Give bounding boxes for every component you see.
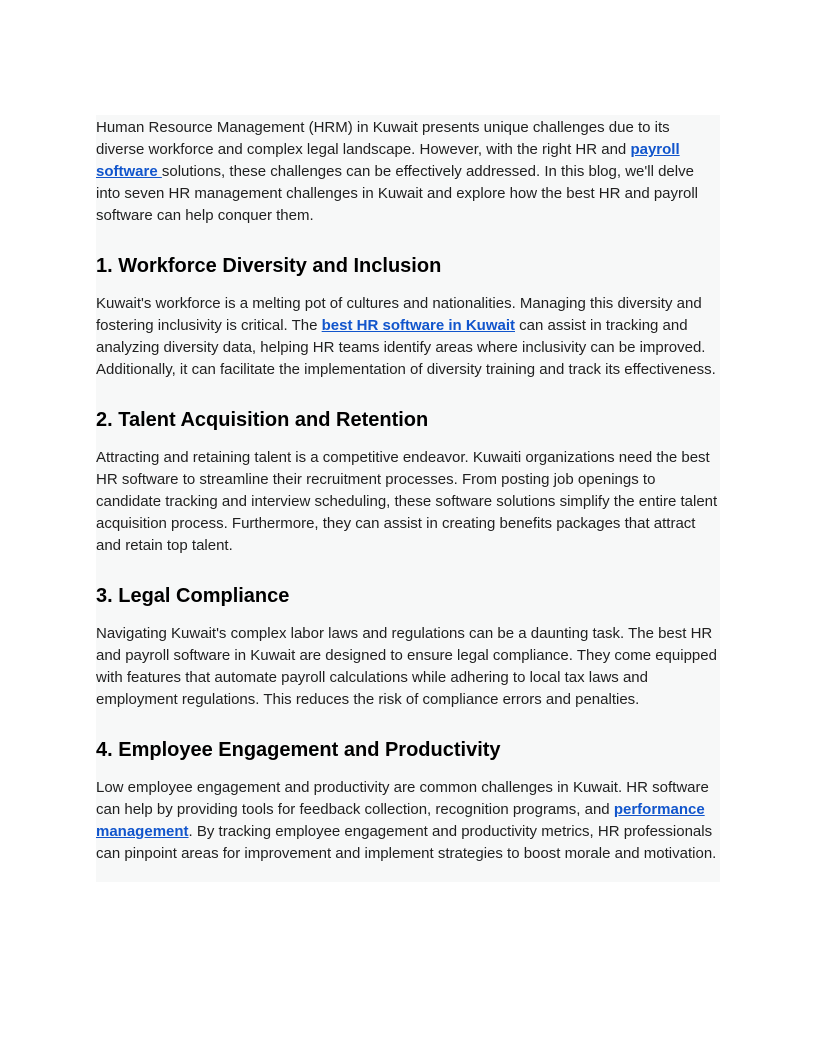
section-heading: 3. Legal Compliance xyxy=(96,585,290,607)
text-run: Low employee engagement and productivity are common challenges in Kuwait. HR software can help by providing tools for feedback collection, recognition programs, and xyxy=(96,779,709,818)
paragraph xyxy=(96,447,720,557)
paragraph xyxy=(96,623,720,711)
text-run: Human Resource Management (HRM) in Kuwait presents unique challenges due to its diverse workforce and complex legal landscape. However, with the right HR and xyxy=(96,119,670,158)
text-run: can assist in tracking and analyzing diversity data, helping HR teams identify areas where inclusivity can be improved. Additionally, it can facilitate the implementation of diversity training and track its effectiveness. xyxy=(96,317,716,378)
text-run: Attracting and retaining talent is a competitive endeavor. Kuwaiti organizations need the best HR software to streamline their recruitment processes. From posting job openings to candidate tracking and interview scheduling, these software solutions simplify the entire talent acquisition process. Furthermore, they can assist in creating benefits packages that attract and retain top talent. xyxy=(96,449,718,554)
document-content xyxy=(96,115,720,882)
text-run: . By tracking employee engagement and productivity metrics, HR professionals can pinpoint areas for improvement and implement strategies to boost morale and motivation. xyxy=(96,823,717,862)
text-run: solutions, these challenges can be effectively addressed. In this blog, we'll delve into seven HR management challenges in Kuwait and explore how the best HR and payroll software can help conquer them. xyxy=(96,163,699,224)
section-heading: 4. Employee Engagement and Productivity xyxy=(96,739,501,761)
text-run: Kuwait's workforce is a melting pot of cultures and nationalities. Managing this diversity and fostering inclusivity is critical. The xyxy=(96,295,702,334)
inline-link[interactable]: payroll software xyxy=(96,141,680,180)
paragraph xyxy=(96,117,720,227)
text-run: Navigating Kuwait's complex labor laws and regulations can be a daunting task. The best HR and payroll software in Kuwait are designed to ensure legal compliance. They come equipped with features that automate payroll calculations while adhering to local tax laws and employment regulations. This reduces the risk of compliance errors and penalties. xyxy=(96,625,717,708)
section-heading: 2. Talent Acquisition and Retention xyxy=(96,409,429,431)
inline-link[interactable]: best HR software in Kuwait xyxy=(321,317,515,334)
paragraph xyxy=(96,293,720,381)
paragraph xyxy=(96,777,720,865)
inline-link[interactable]: performance management xyxy=(96,801,705,840)
section-heading: 1. Workforce Diversity and Inclusion xyxy=(96,255,442,277)
